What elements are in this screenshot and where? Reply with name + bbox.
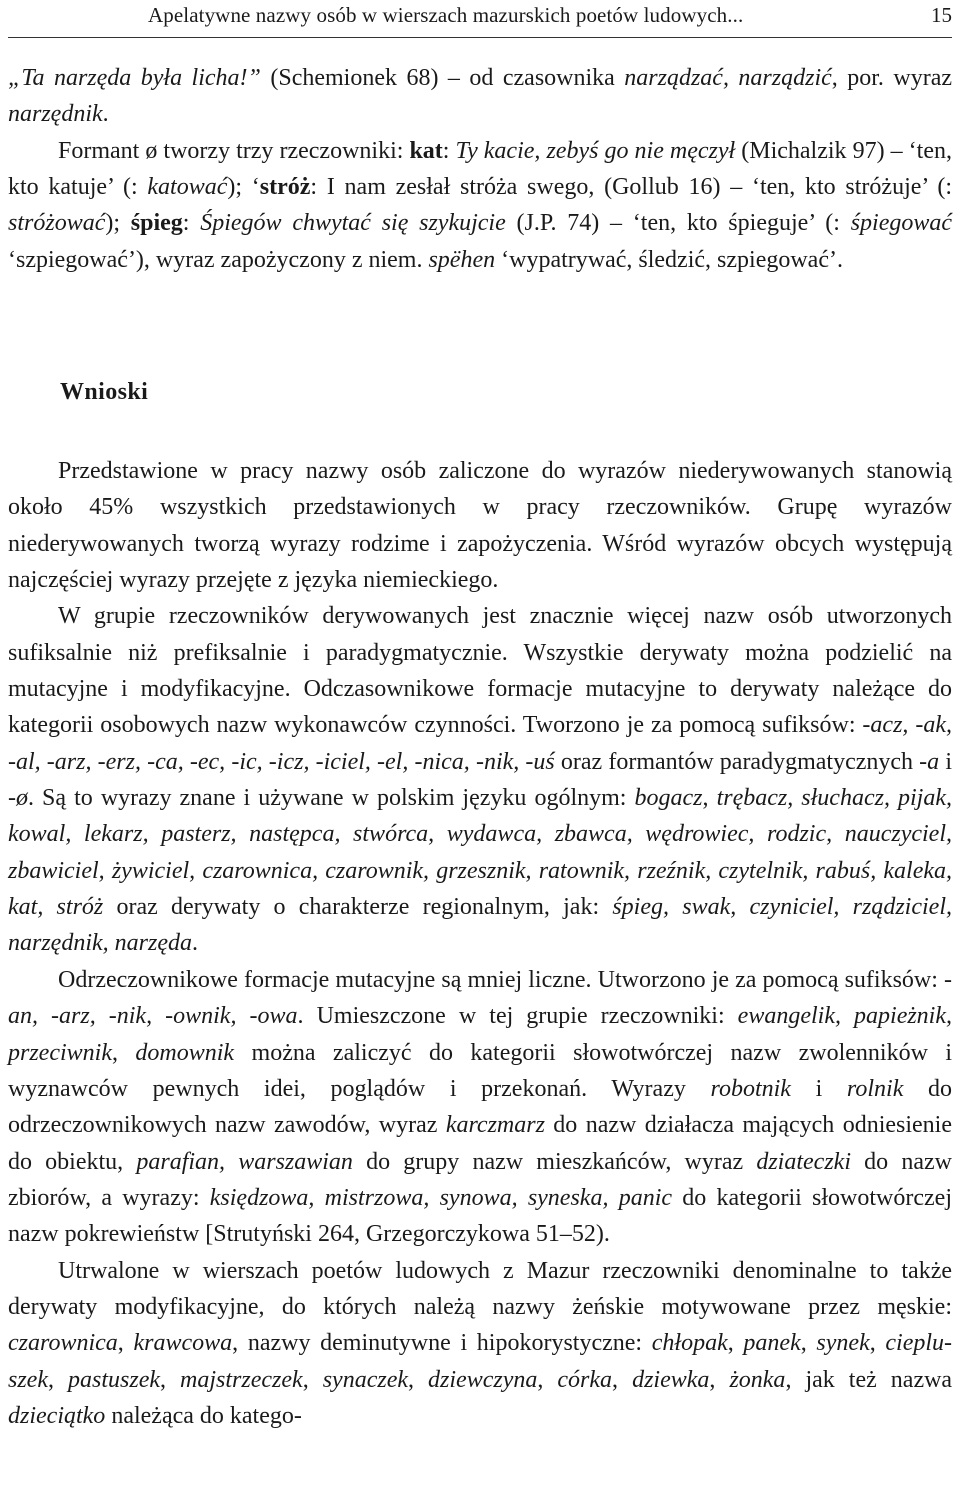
paragraph-denominalne: Utrwalone w wierszach poetów ludowych z Mazur rzeczowniki denominalne to także derywaty modyfikacyjne, do których należą nazwy żeńskie motywowane przez męskie: czarownica, krawcowa, nazwy deminutywne i hipokorystyczne: chłopak, panek, synek, ciepluszek, pastuszek, majstrzeczek, synaczek, dziewczyna, córka, dziewka, żonka, jak też nazwa dzieciątko należąca do katego- <box>8 1257 953 1429</box>
body-text-top <box>8 60 952 278</box>
body-text-conclusions <box>8 453 952 1434</box>
section-heading: Wnioski <box>60 379 149 405</box>
paragraph-narzeda: „Ta narzęda była licha!” (Schemionek 68) – od czasownika narządzać, narządzić, por. wyraz narzędnik. <box>8 65 952 128</box>
paragraph-formant: Formant ø tworzy trzy rzeczowniki: kat: Ty kacie, zebyś go nie męczył (Michalzik 97) – ‘ten, kto katuje’ (: katować); ‘stróż: I nam zesłał stróża swego, (Gollub 16) – ‘ten, kto stróżuje’ (: stróżować); śpieg: Śpiegów chwytać się szykujcie (J.P. 74) – ‘ten, kto śpieguje’ (: śpiegować ‘szpiegować’), wyraz zapożyczony z niem. spëhen ‘wypatrywać, śledzić, szpiegować’. <box>8 137 953 273</box>
paragraph-niederywowane: Przedstawione w pracy nazwy osób zaliczone do wyrazów niederywowanych stanowią około 45% wszystkich przedstawionych w pracy rzeczowników. Grupę wyrazów niederywowanych tworzą wyrazy rodzime i zapożyczenia. Wśród wyrazów obcych występują najczęściej wyrazy przejęte z języka niemieckiego. <box>8 458 952 594</box>
paragraph-odrzeczownikowe: Odrzeczownikowe formacje mutacyjne są mniej liczne. Utworzono je za pomocą sufiksów: -an, -arz, -nik, -ownik, -owa. Umieszczone w tej grupie rzeczowniki: ewangelik, papieżnik, przeciwnik, domownik można zaliczyć do kategorii słowotwórczej nazw zwolenników i wyznawców pewnych idei, poglądów i przekonań. Wyrazy robotnik i rolnik do odrzeczownikowych nazw zawodów, wyraz karczmarz do nazw działacza mających odniesienie do obiektu, parafian, warszawian do grupy nazw mieszkańców, wyraz dziateczki do nazw zbiorów, a wyrazy: księdzowa, mistrzowa, synowa, syneska, panic do kategorii słowotwórczej nazw pokrewieństw [Strutyński 264, Grzegorczykowa 51–52). <box>8 966 953 1248</box>
running-title: Apelatywne nazwy osób w wierszach mazurskich poetów ludowych... <box>148 3 744 27</box>
running-header <box>8 0 952 38</box>
paragraph-derywowane: W grupie rzeczowników derywowanych jest znacznie więcej nazw osób utworzonych sufiksalnie niż prefiksalnie i paradygmatycznie. Wszystkie derywaty można podzielić na mutacyjne i modyfikacyjne. Odczasownikowe formacje mutacyjne to derywaty należące do kategorii osobowych nazw wykonawców czynności. Tworzono je za pomocą sufiksów: -acz, -ak, -al, -arz, -erz, -ca, -ec, -ic, -icz, -iciel, -el, -nica, -nik, -uś oraz formantów paradygmatycznych -a i -ø. Są to wyrazy znane i używane w polskim języku ogólnym: bogacz, trębacz, słuchacz, pijak, kowal, lekarz, pasterz, następca, stwórca, wydawca, zbawca, wędrowiec, rodzic, nauczyciel, zbawiciel, żywiciel, czarownica, czarownik, grzesznik, ratownik, rzeźnik, czytelnik, rabuś, kaleka, kat, stróż oraz derywaty o charakterze regionalnym, jak: śpieg, swak, czyniciel, rządziciel, narzędnik, narzęda. <box>8 603 953 957</box>
page-number: 15 <box>931 3 952 27</box>
